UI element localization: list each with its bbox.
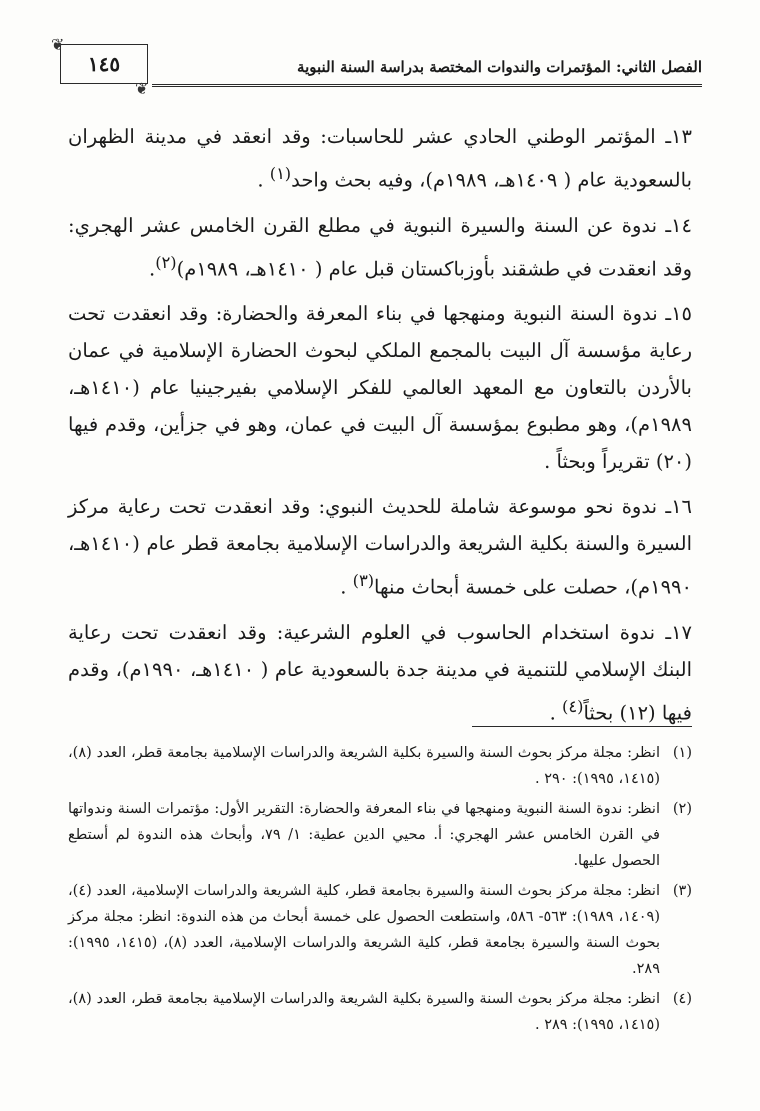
item-number: ١٣ـ	[665, 125, 692, 148]
footnote-ref: (١)	[269, 164, 292, 183]
item-tail: .	[149, 257, 156, 280]
list-item	[68, 207, 692, 288]
footnote-text: انظر: مجلة مركز بحوث السنة والسيرة بكلية الشريعة والدراسات الإسلامية بجامعة قطر، العدد (٨)، (١٤١٥، ١٩٩٥): ٢٨٩ .	[68, 991, 660, 1033]
footnote	[68, 740, 692, 792]
item-tail: .	[257, 168, 264, 192]
footnote	[68, 796, 692, 874]
list-item	[68, 488, 692, 606]
footnote	[68, 986, 692, 1038]
item-text: ندوة السنة النبوية ومنهجها في بناء المعرفة والحضارة: وقد انعقدت تحت رعاية مؤسسة آل البيت بالمجمع الملكي لبحوث الحضارة الإسلامية في عمان بالأردن بالتعاون مع المعهد العالمي للفكر الإسلامي بفيرجينيا عام (١٤١٠هـ، ١٩٨٩م)، وهو مطبوع بمؤسسة آل البيت في عمان، وهو في جزأين، وقدم فيها (٢٠) تقريراً وبحثاً .	[68, 302, 692, 473]
footnote-number: (١)	[672, 745, 692, 761]
item-tail: .	[549, 701, 556, 724]
footnote-ref: (٢)	[155, 252, 177, 272]
corner-ornament-icon: ❦	[135, 79, 149, 98]
list-item	[68, 118, 692, 199]
running-header	[51, 35, 702, 98]
item-tail: .	[340, 575, 347, 599]
corner-ornament-icon: ❦	[51, 35, 65, 54]
chapter-title: الفصل الثاني: المؤتمرات والندوات المختصة بدراسة السنة النبوية	[297, 58, 702, 76]
footnote-number: (٤)	[672, 991, 692, 1007]
item-text: ندوة استخدام الحاسوب في العلوم الشرعية: وقد انعقدت تحت رعاية البنك الإسلامي للتنمية في مدينة جدة بالسعودية عام ( ١٤١٠هـ، ١٩٩٠م)، وقدم فيها (١٢) بحثاً	[68, 620, 692, 724]
footnote-text: انظر: ندوة السنة النبوية ومنهجها في بناء المعرفة والحضارة: التقرير الأول: مؤتمرات السنة وندواتها في القرن الخامس عشر الهجري: أ. محيي الدين عطية: ١/ ٧٩، وأبحاث هذه الندوة لم أستطع الحصول عليها.	[68, 801, 660, 869]
item-number: ١٤ـ	[665, 213, 692, 237]
footnote-text: انظر: مجلة مركز بحوث السنة والسيرة بجامعة قطر، كلية الشريعة والدراسات الإسلامية، العدد (٤)، (١٤٠٩، ١٩٨٩): ٥٦٣- ٥٨٦، واستطعت الحصول على خمسة أبحاث من هذه الندوة: انظر: مجلة مركز بحوث السنة والسيرة بجامعة قطر، كلية الشريعة والدراسات الإسلامية، العدد (٨)، (١٤١٥، ١٩٩٥): ٢٨٩.	[68, 883, 661, 977]
footnote-number: (٣)	[672, 883, 692, 899]
footnote-ref: (٤)	[562, 696, 584, 716]
item-number: ١٧ـ	[665, 620, 693, 644]
page-number-frame	[51, 35, 149, 98]
list-item	[68, 614, 692, 732]
header-rule	[152, 84, 702, 87]
item-number: ١٥ـ	[665, 302, 693, 325]
page-number: ١٤٥	[87, 52, 121, 76]
item-text: المؤتمر الوطني الحادي عشر للحاسبات: وقد انعقد في مدينة الظهران بالسعودية عام ( ١٤٠٩هـ، ١٩٨٩م)، وفيه بحث واحد	[68, 125, 692, 192]
footnote-ref: (٣)	[352, 571, 375, 590]
item-number: ١٦ـ	[665, 495, 693, 518]
conference-list	[68, 118, 692, 739]
item-text: ندوة عن السنة والسيرة النبوية في مطلع القرن الخامس عشر الهجري: وقد انعقدت في طشقند بأوزباكستان قبل عام ( ١٤١٠هـ، ١٩٨٩م)	[68, 213, 692, 280]
footnote	[68, 878, 692, 982]
footnotes	[68, 740, 692, 1042]
list-item	[68, 295, 692, 480]
footnote-separator	[472, 726, 692, 727]
item-text: ندوة نحو موسوعة شاملة للحديث النبوي: وقد انعقدت تحت رعاية مركز السيرة والسنة بكلية الشريعة والدراسات الإسلامية بجامعة قطر عام (١٤١٠هـ، ١٩٩٠م)، حصلت على خمسة أبحاث منها	[68, 495, 692, 599]
footnote-text: انظر: مجلة مركز بحوث السنة والسيرة بكلية الشريعة والدراسات الإسلامية بجامعة قطر، العدد (٨)، (١٤١٥، ١٩٩٥): ٢٩٠ .	[68, 745, 660, 787]
footnote-number: (٢)	[672, 801, 692, 817]
